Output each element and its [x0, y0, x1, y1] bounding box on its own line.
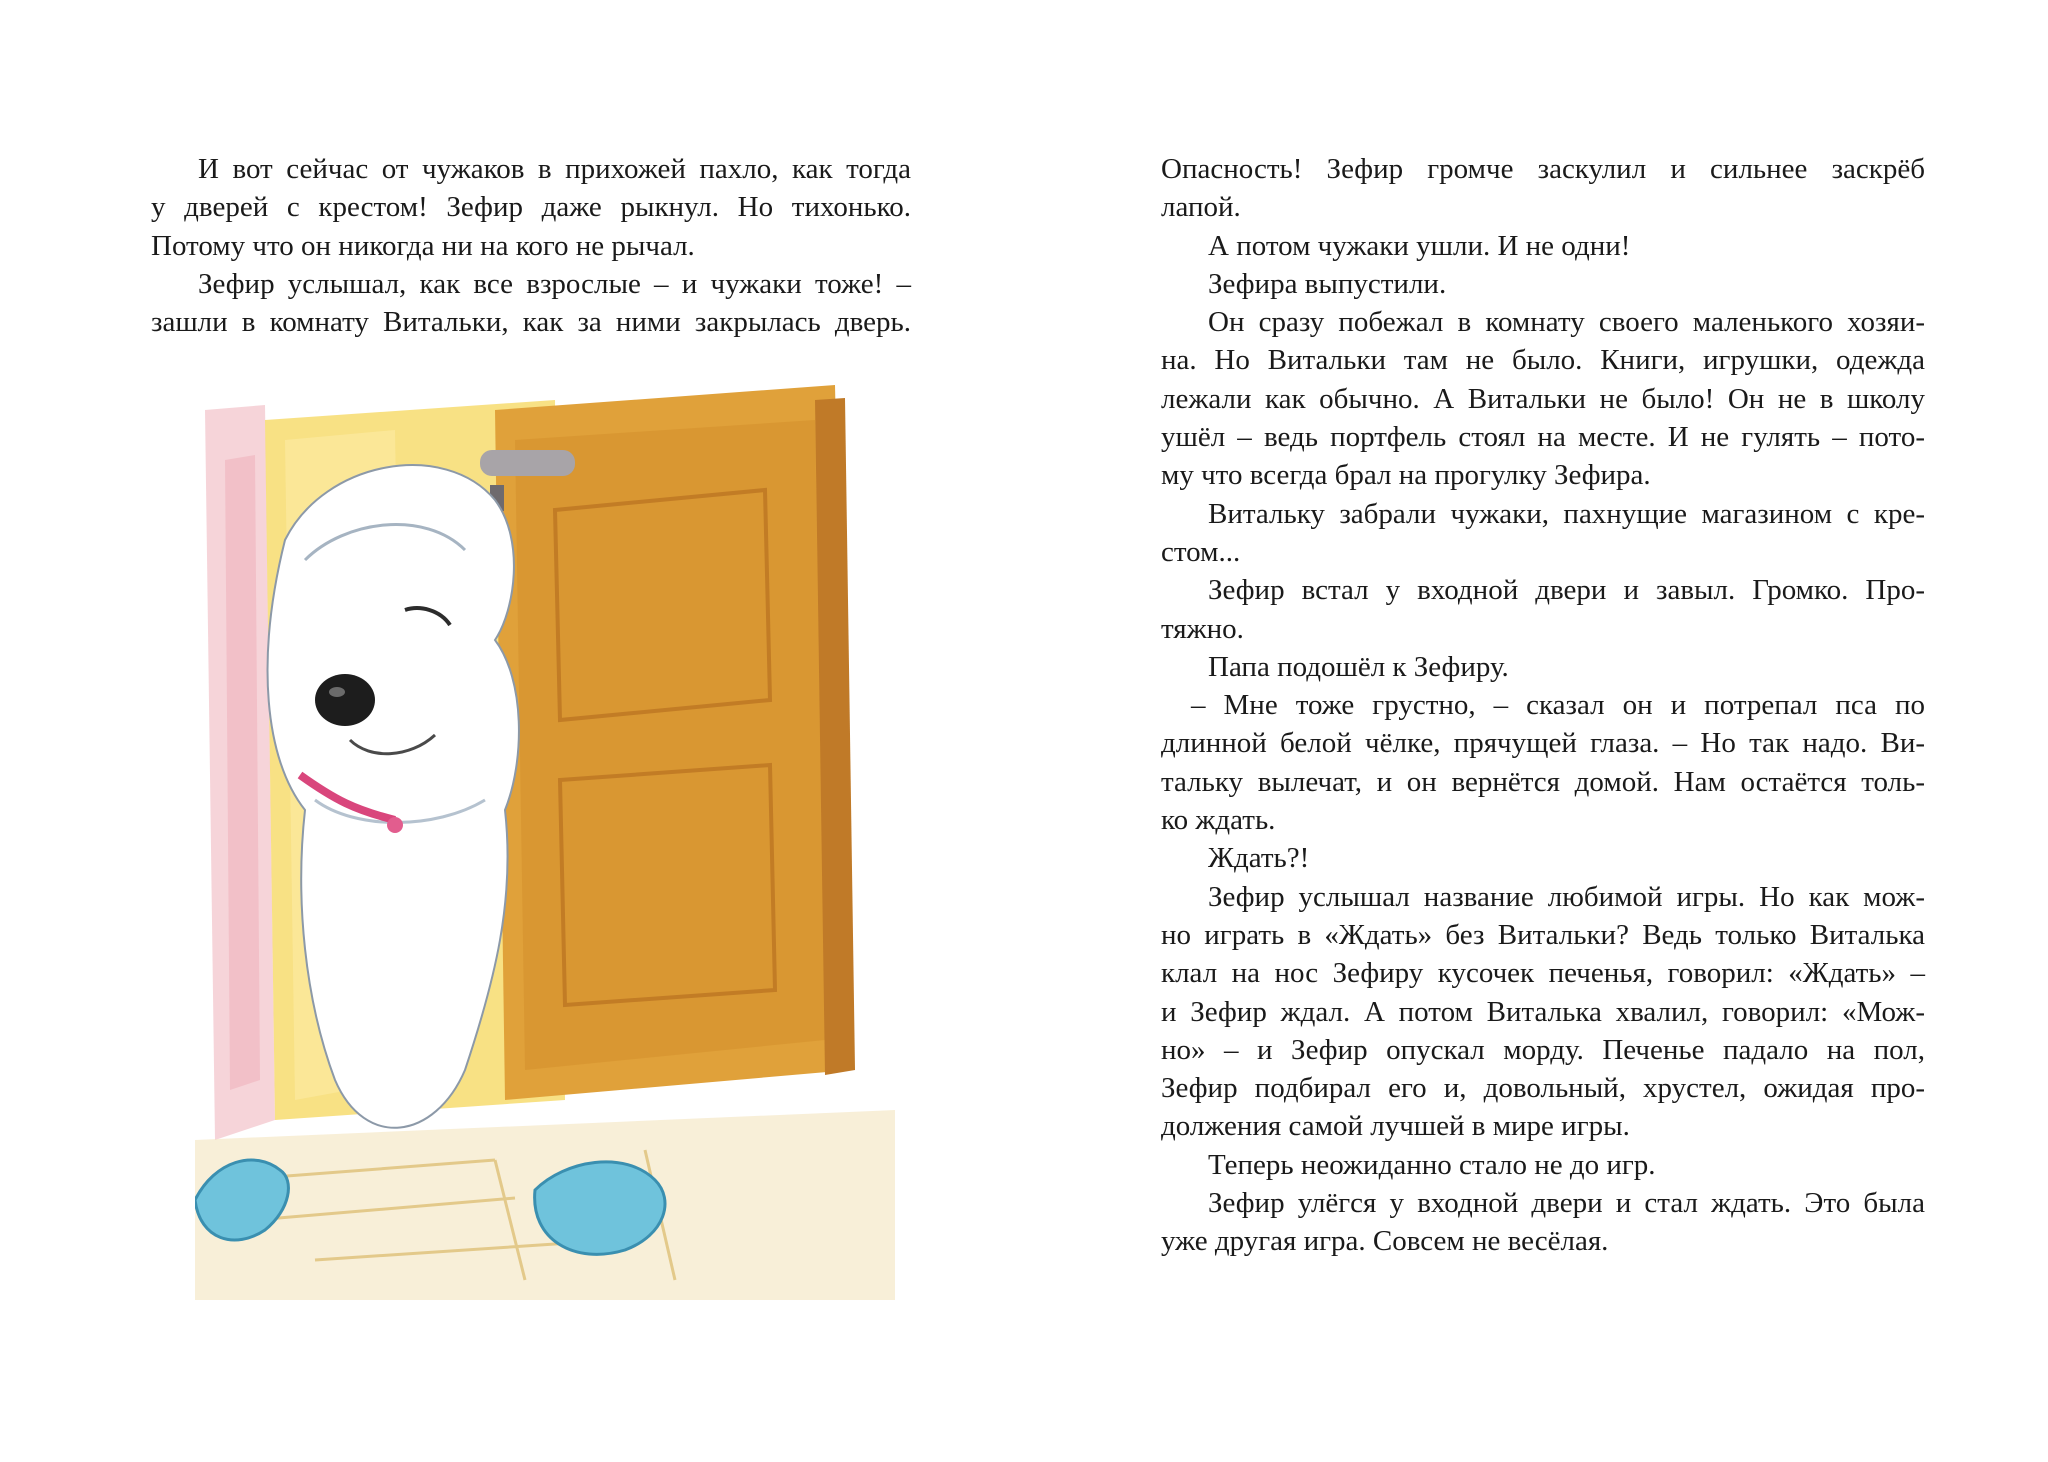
right-page — [1024, 0, 2048, 1462]
text-line: Опасность! Зефир громче заскулил и сильнее заскрёб — [1161, 153, 1925, 185]
text-line: и Зефир ждал. А потом Виталька хвалил, говорил: «Мож- — [1161, 995, 1925, 1028]
text-line: Ждать?! — [1208, 842, 1310, 875]
text-line: Зефир услышал, как все взрослые – и чужаки тоже! – — [198, 267, 911, 300]
text-line: зашли в комнату Витальки, как за ними закрылась дверь. — [151, 306, 911, 339]
text-line: Витальку забрали чужаки, пахнущие магазином с кре- — [1208, 497, 1925, 530]
text-line: му что всегда брал на прогулку Зефира. — [1161, 459, 1651, 492]
dog-at-door-drawing — [195, 380, 895, 1300]
text-line: А потом чужаки ушли. И не одни! — [1208, 229, 1631, 262]
text-line: – Мне тоже грустно, – сказал он и потрепал пса по — [1191, 689, 1925, 722]
text-line: клал на нос Зефиру кусочек печенья, говорил: «Ждать» – — [1161, 957, 1925, 990]
text-line: Зефир подбирал его и, довольный, хрустел, ожидая про- — [1161, 1072, 1925, 1105]
text-line: Зефира выпустили. — [1208, 267, 1447, 300]
text-line: Зефир улёгся у входной двери и стал ждать. Это была — [1208, 1187, 1925, 1220]
text-line: Потому что он никогда ни на кого не рычал. — [151, 229, 695, 262]
text-line: Зефир услышал название любимой игры. Но как мож- — [1208, 880, 1925, 913]
left-page-text — [151, 150, 911, 341]
text-line: длинной белой чёлке, прячущей глаза. – Но так надо. Ви- — [1161, 727, 1925, 760]
text-line: на. Но Витальки там не было. Книги, игрушки, одежда — [1161, 344, 1925, 377]
text-line: но» – и Зефир опускал морду. Печенье падало на пол, — [1161, 1033, 1925, 1066]
text-line: Зефир встал у входной двери и завыл. Громко. Про- — [1208, 574, 1925, 607]
text-line: Папа подошёл к Зефиру. — [1208, 650, 1509, 683]
wooden-door-icon — [495, 385, 855, 1100]
text-line: должения самой лучшей в мире игры. — [1161, 1110, 1630, 1143]
text-line: лапой. — [1161, 191, 1241, 224]
text-line: стом... — [1161, 535, 1241, 568]
text-line: Теперь неожиданно стало не до игр. — [1208, 1148, 1656, 1181]
text-line: у дверей с крестом! Зефир даже рыкнул. Но тихонько. — [151, 191, 911, 224]
text-line: но играть в «Ждать» без Витальки? Ведь только Виталька — [1161, 918, 1925, 951]
text-line: И вот сейчас от чужаков в прихожей пахло, как тогда — [198, 153, 911, 185]
text-line: тяжно. — [1161, 612, 1244, 645]
text-line: уже другая игра. Совсем не весёлая. — [1161, 1225, 1609, 1258]
text-line: тальку вылечат, и он вернётся домой. Нам остаётся толь- — [1161, 765, 1925, 798]
text-line: лежали как обычно. А Витальки не было! Он не в школу — [1161, 382, 1925, 415]
text-line: Он сразу побежал в комнату своего маленького хозяи- — [1208, 306, 1925, 339]
text-line: ушёл – ведь портфель стоял на месте. И не гулять – пото- — [1161, 421, 1925, 454]
dog-illustration — [195, 380, 895, 1300]
text-line: ко ждать. — [1161, 804, 1276, 837]
right-page-text — [1161, 150, 1925, 1261]
